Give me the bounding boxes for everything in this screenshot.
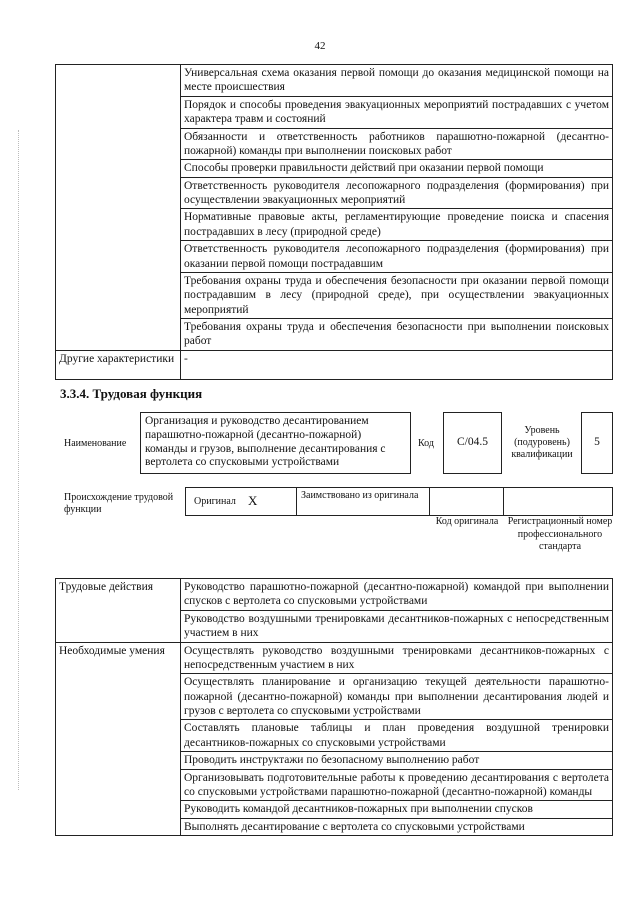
level-label: Уровень (подуровень) квалификации [511,425,573,460]
table-cell: Составлять плановые таблицы и план проведения воздушной тренировки десантников-пожарных со спусковыми устройствами [181,720,613,752]
table-cell: Руководство парашютно-пожарной (десантно-пожарной) командой при выполнении спусков с вертолета со спусковыми устройствами [181,579,613,611]
origin-divider [296,488,297,515]
code-box [443,412,502,474]
section-title: 3.3.4. Трудовая функция [60,386,203,401]
table-row [56,642,613,674]
borrowed-label: Заимствовано из оригинала [301,490,419,501]
knowledge-table [55,64,613,380]
scan-margin-line [18,130,20,790]
table-row [56,65,613,97]
origin-divider [503,488,504,515]
reg-caption: Регистрационный номер профессионального стандарта [507,516,613,552]
table-cell: Руководство воздушными тренировками десантников-пожарных с непосредственным участием в них [181,610,613,642]
table-cell: Проводить инструктажи по безопасному выполнению работ [181,752,613,769]
original-mark: X [248,493,258,508]
table-cell: Ответственность руководителя лесопожарного подразделения (формирования) при осуществлении эвакуационных мероприятий [181,177,613,209]
name-label: Наименование [64,438,127,449]
row-header-actions: Трудовые действия [56,579,181,643]
table-cell: Руководить командой десантников-пожарных при выполнении спусков [181,801,613,818]
actions-skills-table [55,578,613,836]
table-cell: Осуществлять планирование и организацию текущей деятельности парашютно-пожарной (десантно-пожарной) команды при выполнении десантирования людей и грузов с вертолета со спусковыми устройствами [181,674,613,720]
table-cell: Ответственность руководителя лесопожарного подразделения (формирования) при оказании первой помощи пострадавшим [181,241,613,273]
table-row [56,579,613,611]
origin-box [185,487,613,516]
table-row [56,350,613,379]
code-caption: Код оригинала [435,516,499,527]
code-value: C/04.5 [457,436,488,449]
row-header-other: Другие характеристики [56,350,181,379]
table-cell: Осуществлять руководство воздушными тренировками десантников-пожарных с непосредственным участием в них [181,642,613,674]
level-box [581,412,613,474]
page-number: 42 [314,40,326,52]
table-cell: Порядок и способы проведения эвакуационных мероприятий пострадавших с учетом характера травм и состояний [181,96,613,128]
origin-label: Происхождение трудовой функции [64,492,174,515]
table-cell: Требования охраны труда и обеспечения безопасности при оказании первой помощи пострадавшим в лесу (природной среде), при осуществлении эвакуационных мероприятий [181,272,613,318]
table-cell: Организовывать подготовительные работы к проведению десантирования с вертолета со спусковыми устройствами парашютно-пожарной (десантно-пожарной) команды [181,769,613,801]
origin-divider [429,488,430,515]
code-label: Код [418,438,434,449]
row-header-skills: Необходимые умения [56,642,181,836]
original-label: Оригинал [194,496,236,507]
level-value: 5 [594,436,600,449]
table-cell: Требования охраны труда и обеспечения безопасности при выполнении поисковых работ [181,319,613,351]
table-cell: Выполнять десантирование с вертолета со спусковыми устройствами [181,818,613,835]
function-name-box [140,412,411,474]
table-cell: Способы проверки правильности действий при оказании первой помощи [181,160,613,177]
row-header-empty [56,65,181,351]
table-cell: Универсальная схема оказания первой помощи до оказания медицинской помощи на месте происшествия [181,65,613,97]
table-cell: Обязанности и ответственность работников парашютно-пожарной (десантно-пожарной) команды при выполнении поисковых работ [181,128,613,160]
function-name: Организация и руководство десантированием парашютно-пожарной (десантно-пожарной) команды и грузов, выполнение десантирования с вертолета со спусковыми устройствами [145,415,386,469]
table-cell: - [181,350,613,379]
table-cell: Нормативные правовые акты, регламентирующие проведение поиска и спасения пострадавших в лесу (природной среде) [181,209,613,241]
